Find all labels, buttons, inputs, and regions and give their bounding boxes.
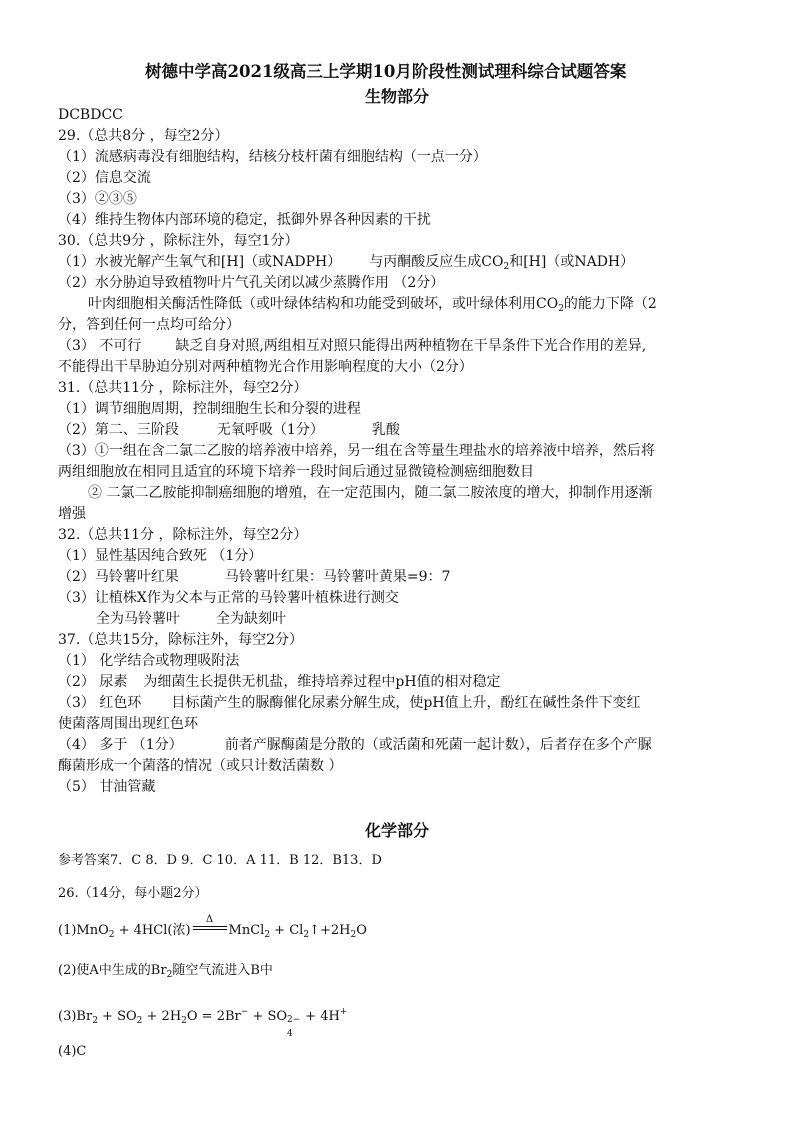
q32-header: 32.（总共11分 ，除标注外，每空2分） — [58, 527, 308, 543]
q31-header: 31.（总共11分 ，除标注外，每空2分） — [58, 380, 308, 396]
q37-answer-4-line2: 酶菌形成一个菌落的情况（或只计数活菌数 ） — [58, 758, 343, 774]
eq3-h-ion: + 4H — [301, 1009, 340, 1024]
a2-tail: 随空气流进入B中 — [172, 963, 273, 978]
eq1-mncl: MnCl — [228, 923, 265, 938]
heating-arrow — [193, 914, 227, 934]
q29-answer-4: （4）维持生物体内部环境的稳定，抵御外界各种因素的干扰 — [58, 212, 431, 228]
eq3-so4: + SO — [248, 1009, 288, 1024]
a2-sub: 2 — [166, 970, 173, 980]
q30-answer-2-line2a: 叶肉细胞相关酶活性降低（或叶绿体结构和功能受到破坏，或叶绿体利用CO — [88, 296, 559, 312]
eq3-sub: 2 — [92, 1016, 98, 1026]
q30-header: 30.（总共9分 ，除标注外，每空1分） — [58, 233, 299, 249]
q30-answer-3-part2: 缺乏自身对照,两组相互对照只能得出两种植物在干旱条件下光合作用的差异, — [175, 338, 647, 354]
q31-answer-2 — [58, 421, 400, 439]
q31-answer-2-part1: （2）第二、三阶段 — [58, 422, 179, 438]
q37-answer-4-part1: （4） 多于 （1分） — [58, 737, 183, 753]
q37-answer-3-line1 — [58, 694, 641, 712]
q32-answer-2 — [58, 568, 450, 586]
q30-answer-2-line1: （2）水分胁迫导致植物叶片气孔关闭以减少蒸腾作用 （2分） — [58, 275, 445, 291]
biology-heading: 生物部分 — [364, 87, 429, 106]
q30-answer-1-part2a: 与丙酮酸反应生成CO — [369, 254, 504, 270]
biology-choice-answers: DCBDCC — [58, 107, 123, 123]
q37-answer-1: （1） 化学结合或物理吸附法 — [58, 653, 240, 669]
q37-answer-2-part1: （2） 尿素 — [58, 674, 128, 690]
q32-answer-1: （1）显性基因纯合致死 （1分） — [58, 548, 263, 564]
q30-answer-3-part1: （3） 不可行 — [58, 338, 142, 354]
eq3-br-ion: O = 2Br — [186, 1009, 241, 1024]
q26-header: 26.（14分，每小题2分） — [58, 886, 208, 901]
heat-delta-symbol: Δ — [205, 914, 214, 925]
q29-header: 29.（总共8分 ，每空2分） — [58, 128, 229, 144]
eq1-sub: 2 — [108, 930, 115, 940]
q30-answer-1-part2b: 和[H]（或NADH） — [509, 254, 635, 270]
eq1-sub: 2 — [264, 930, 271, 940]
q37-answer-3-part2: 目标菌产生的脲酶催化尿素分解生成，使pH值上升，酚红在碱性条件下变红 — [171, 695, 641, 711]
q29-answer-3: （3）②③⑤ — [58, 191, 137, 207]
eq1-h: ↑+2H — [309, 923, 351, 938]
eq3-h: + 2H — [142, 1009, 182, 1024]
q32-answer-3-line2 — [96, 610, 286, 628]
eq1-cl: + Cl — [270, 923, 304, 938]
eq1-sub: 2 — [350, 930, 357, 940]
q37-answer-2 — [58, 673, 501, 691]
q30-answer-3-line1 — [58, 337, 646, 355]
eq3-so: + SO — [97, 1009, 137, 1024]
eq3-sub: 2 — [181, 1016, 187, 1026]
q30-answer-2-line3: 分，答到任何一点均可给分） — [58, 317, 240, 333]
eq1-o: O — [356, 923, 367, 938]
q32-answer-3-part1: 全为马铃薯叶 — [96, 611, 180, 627]
q37-answer-2-part2: 为细菌生长提供无机盐，维持培养过程中pH值的相对稳定 — [143, 674, 501, 690]
q31-answer-2-part3: 乳酸 — [371, 422, 400, 438]
q37-answer-4-part2: 前者产脲酶菌是分散的（或活菌和死菌一起计数），后者存在多个产脲 — [224, 737, 652, 753]
eq3-sup: + — [339, 1007, 348, 1017]
q26-answer-4: (4)C — [58, 1044, 87, 1059]
q31-answer-2-part2: 无氧呼吸（1分） — [216, 422, 324, 438]
q31-answer-3-line3: ② 二氯二乙胺能抑制癌细胞的增殖，在一定范围内，随二氯二胺浓度的增大，抑制作用逐渐 — [88, 485, 653, 501]
q30-answer-2-line2: 叶肉细胞相关酶活性降低（或叶绿体结构和功能受到破坏，或叶绿体利用$CO_2$的能力下降（2 — [88, 296, 657, 314]
chemistry-choice-answers: 参考答案7．C 8．D 9．C 10．A 11．B 12．B13．D — [58, 853, 382, 868]
q29-answer-1: （1）流感病毒没有细胞结构，结核分枝杆菌有细胞结构（一点一分） — [58, 149, 487, 165]
q30-answer-1: （1）水被光解产生氧气和[H]（或NADPH） 与丙酮酸反应生成$CO_2$和[H]（或NADH） — [58, 254, 635, 272]
q37-answer-5: （5） 甘油管藏 — [58, 779, 156, 795]
eq3-br: (3)Br — [58, 1009, 93, 1024]
q29-answer-2: （2）信息交流 — [58, 170, 151, 186]
q30-answer-2-line2b: 的能力下降（2 — [563, 296, 657, 312]
chemistry-heading: 化学部分 — [364, 821, 429, 840]
q31-answer-1: （1）调节细胞周期，控制细胞生长和分裂的进程 — [58, 401, 361, 417]
eq1-sub: 2 — [303, 930, 310, 940]
q31-answer-3-line2: 两组细胞放在相同且适宜的环境下培养一段时间后通过显微镜检测癌细胞数目 — [58, 464, 534, 480]
q32-answer-2-part2: 马铃薯叶红果：马铃薯叶黄果=9：7 — [224, 569, 451, 585]
eq1-hcl: + 4HCl(浓) — [114, 923, 191, 938]
q26-answer-2 — [58, 962, 273, 984]
page-title: 树德中学高2021级高三上学期10月阶段性测试理科综合试题答案 — [145, 62, 627, 81]
eq3-sub: 2 — [136, 1016, 143, 1026]
q30-answer-1-part1: （1）水被光解产生氧气和[H]（或NADPH） — [58, 254, 342, 270]
q31-answer-3-line4: 增强 — [58, 506, 86, 522]
q32-answer-3-part2: 全为缺刻叶 — [216, 611, 286, 627]
q37-answer-3-line2: 使菌落周围出现红色环 — [58, 716, 198, 732]
a2-lead: (2)使A中生成的Br — [58, 963, 167, 978]
q32-answer-2-part1: （2）马铃薯叶红果 — [58, 569, 179, 585]
q31-answer-3-line1: （3）①一组在含二氯二乙胺的培养液中培养，另一组在含等量生理盐水的培养液中培养，然后将 — [58, 443, 655, 459]
q30-answer-3-line2: 不能得出干旱胁迫分别对两种植物光合作用影响程度的大小（2分） — [58, 359, 473, 375]
q37-answer-3-part1: （3） 红色环 — [58, 695, 142, 711]
q37-header: 37.（总共15分，除标注外，每空2分） — [58, 632, 303, 648]
eq1-mno2: (1)MnO — [58, 923, 109, 938]
q37-answer-4-line1 — [58, 736, 652, 754]
eq3-sup: − — [240, 1007, 249, 1017]
q32-answer-3-line1: （3）让植株X作为父本与正常的马铃薯叶植株进行测交 — [58, 590, 399, 606]
q26-answer-3-equation — [58, 1003, 348, 1039]
eq3-sub: 4 — [287, 1029, 293, 1039]
q26-answer-1-equation — [58, 914, 367, 944]
eq3-sup: 2− — [287, 1015, 301, 1025]
